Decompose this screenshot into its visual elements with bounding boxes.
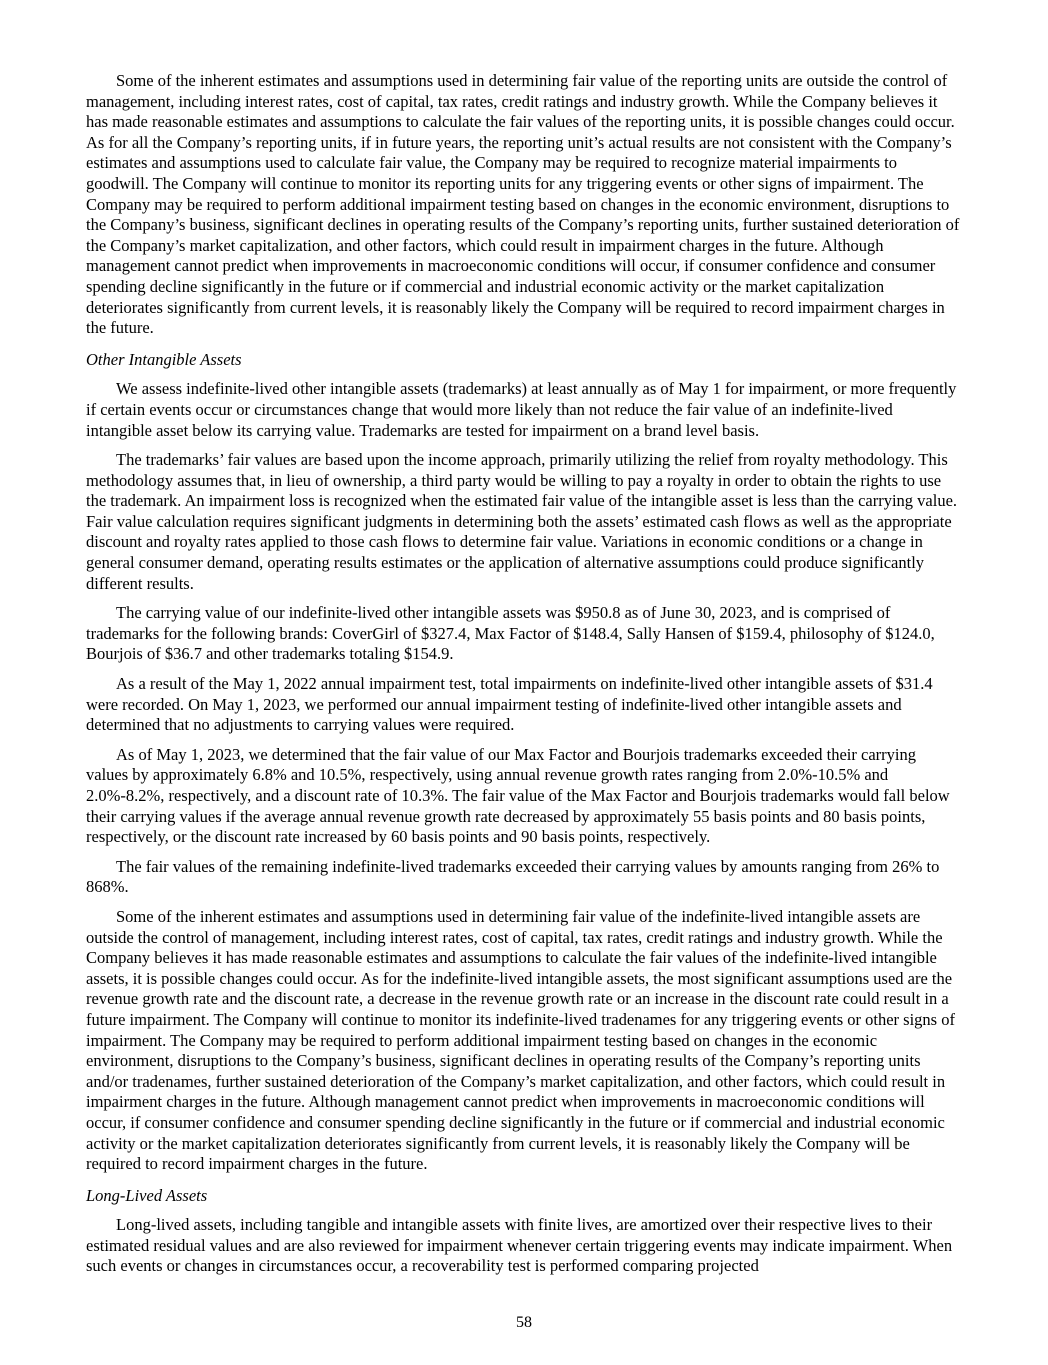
document-body <box>86 71 962 1277</box>
paragraph-indefinite-lived-inherent-estimates: Some of the inherent estimates and assumptions used in determining fair value of the indefinite-lived intangible assets are outside the control of management, including interest rates, cost of capital, tax rates, credit ratings and industry growth. While the Company believes it has made reasonable estimates and assumptions to calculate the fair values of the indefinite-lived intangible assets, it is possible changes could occur. As for the indefinite-lived intangible assets, the most significant assumptions used are the revenue growth rate and the discount rate, a decrease in the revenue growth rate or an increase in the discount rate could result in a future impairment. The Company will continue to monitor its indefinite-lived tradenames for any triggering events or other signs of impairment. The Company may be required to perform additional impairment testing based on changes in the economic environment, disruptions to the Company’s business, significant declines in operating results of the Company’s reporting units and/or tradenames, further sustained deterioration of the Company’s market capitalization, and other factors, which could result in impairment charges in the future. Although management cannot predict when improvements in macroeconomic conditions will occur, if consumer confidence and consumer spending decline significantly in the future or if commercial and industrial economic activity or the market capitalization deteriorates significantly from current levels, it is reasonably likely the Company will be required to record impairment charges in the future. <box>86 906 955 1174</box>
page-number: 58 <box>516 1314 532 1331</box>
heading-other-intangible-assets: Other Intangible Assets <box>86 349 242 369</box>
paragraph-max-factor-bourjois-headroom: As of May 1, 2023, we determined that the fair value of our Max Factor and Bourjois trademarks exceeded their carrying values by approximately 6.8% and 10.5%, respectively, using annual revenue growth rates ranging from 2.0%-10.5% and 2.0%-8.2%, respectively, and a discount rate of 10.3%. The fair value of the Max Factor and Bourjois trademarks would fall below their carrying values if the average annual revenue growth rate decreased by approximately 55 basis points and 80 basis points, respectively, or the discount rate increased by 60 basis points and 90 basis points, respectively. <box>86 744 950 847</box>
paragraph-trademark-assessment-policy: We assess indefinite-lived other intangible assets (trademarks) at least annually as of May 1 for impairment, or more frequently if certain events occur or circumstances change that would more likely than not reduce the fair value of an indefinite-lived intangible asset below its carrying value. Trademarks are tested for impairment on a brand level basis. <box>86 379 957 440</box>
paragraph-carrying-value-by-brand: The carrying value of our indefinite-lived other intangible assets was $950.8 as of June 30, 2023, and is comprised of trademarks for the following brands: CoverGirl of $327.4, Max Factor of $148.4, Sally Hansen of $159.4, philosophy of $124.0, Bourjois of $36.7 and other trademarks totaling $154.9. <box>86 603 935 664</box>
paragraph-annual-impairment-test-results: As a result of the May 1, 2022 annual impairment test, total impairments on indefinite-lived other intangible assets of $31.4 were recorded. On May 1, 2023, we performed our annual impairment testing of indefinite-lived other intangible assets and determined that no adjustments to carrying values were required. <box>86 674 933 735</box>
heading-long-lived-assets: Long-Lived Assets <box>86 1185 208 1205</box>
paragraph-long-lived-assets-amortization: Long-lived assets, including tangible and intangible assets with finite lives, are amortized over their respective lives to their estimated residual values and are also reviewed for impairment whenever certain triggering events may indicate impairment. When such events or changes in circumstances occur, a recoverability test is performed comparing projected <box>86 1215 953 1276</box>
paragraph-relief-from-royalty-methodology: The trademarks’ fair values are based upon the income approach, primarily utilizing the relief from royalty methodology. This methodology assumes that, in lieu of ownership, a third party would be willing to pay a royalty in order to obtain the rights to use the trademark. An impairment loss is recognized when the estimated fair value of the intangible asset is less than the carrying value. Fair value calculation requires significant judgments in determining both the assets’ estimated cash flows as well as the appropriate discount and royalty rates applied to those cash flows to determine fair value. Variations in economic conditions or a change in general consumer demand, operating results estimates or the application of alternative assumptions could produce significantly different results. <box>86 450 958 593</box>
paragraph-remaining-trademarks-headroom: The fair values of the remaining indefinite-lived trademarks exceeded their carrying values by amounts ranging from 26% to 868%. <box>86 856 940 897</box>
paragraph-goodwill-inherent-estimates: Some of the inherent estimates and assumptions used in determining fair value of the reporting units are outside the control of management, including interest rates, cost of capital, tax rates, credit ratings and industry growth. While the Company believes it has made reasonable estimates and assumptions to calculate the fair values of the reporting units, it is possible changes could occur. As for all the Company’s reporting units, if in future years, the reporting unit’s actual results are not consistent with the Company’s estimates and assumptions used to calculate fair value, the Company may be required to recognize material impairments to goodwill. The Company will continue to monitor its reporting units for any triggering events or other signs of impairment. The Company may be required to perform additional impairment testing based on changes in the economic environment, disruptions to the Company’s business, significant declines in operating results of the Company’s reporting units, further sustained deterioration of the Company’s market capitalization, and other factors, which could result in impairment charges in the future. Although management cannot predict when improvements in macroeconomic conditions will occur, if consumer confidence and consumer spending decline significantly in the future or if commercial and industrial economic activity or the market capitalization deteriorates significantly from current levels, it is reasonably likely the Company will be required to record impairment charges in the future. <box>86 71 960 338</box>
